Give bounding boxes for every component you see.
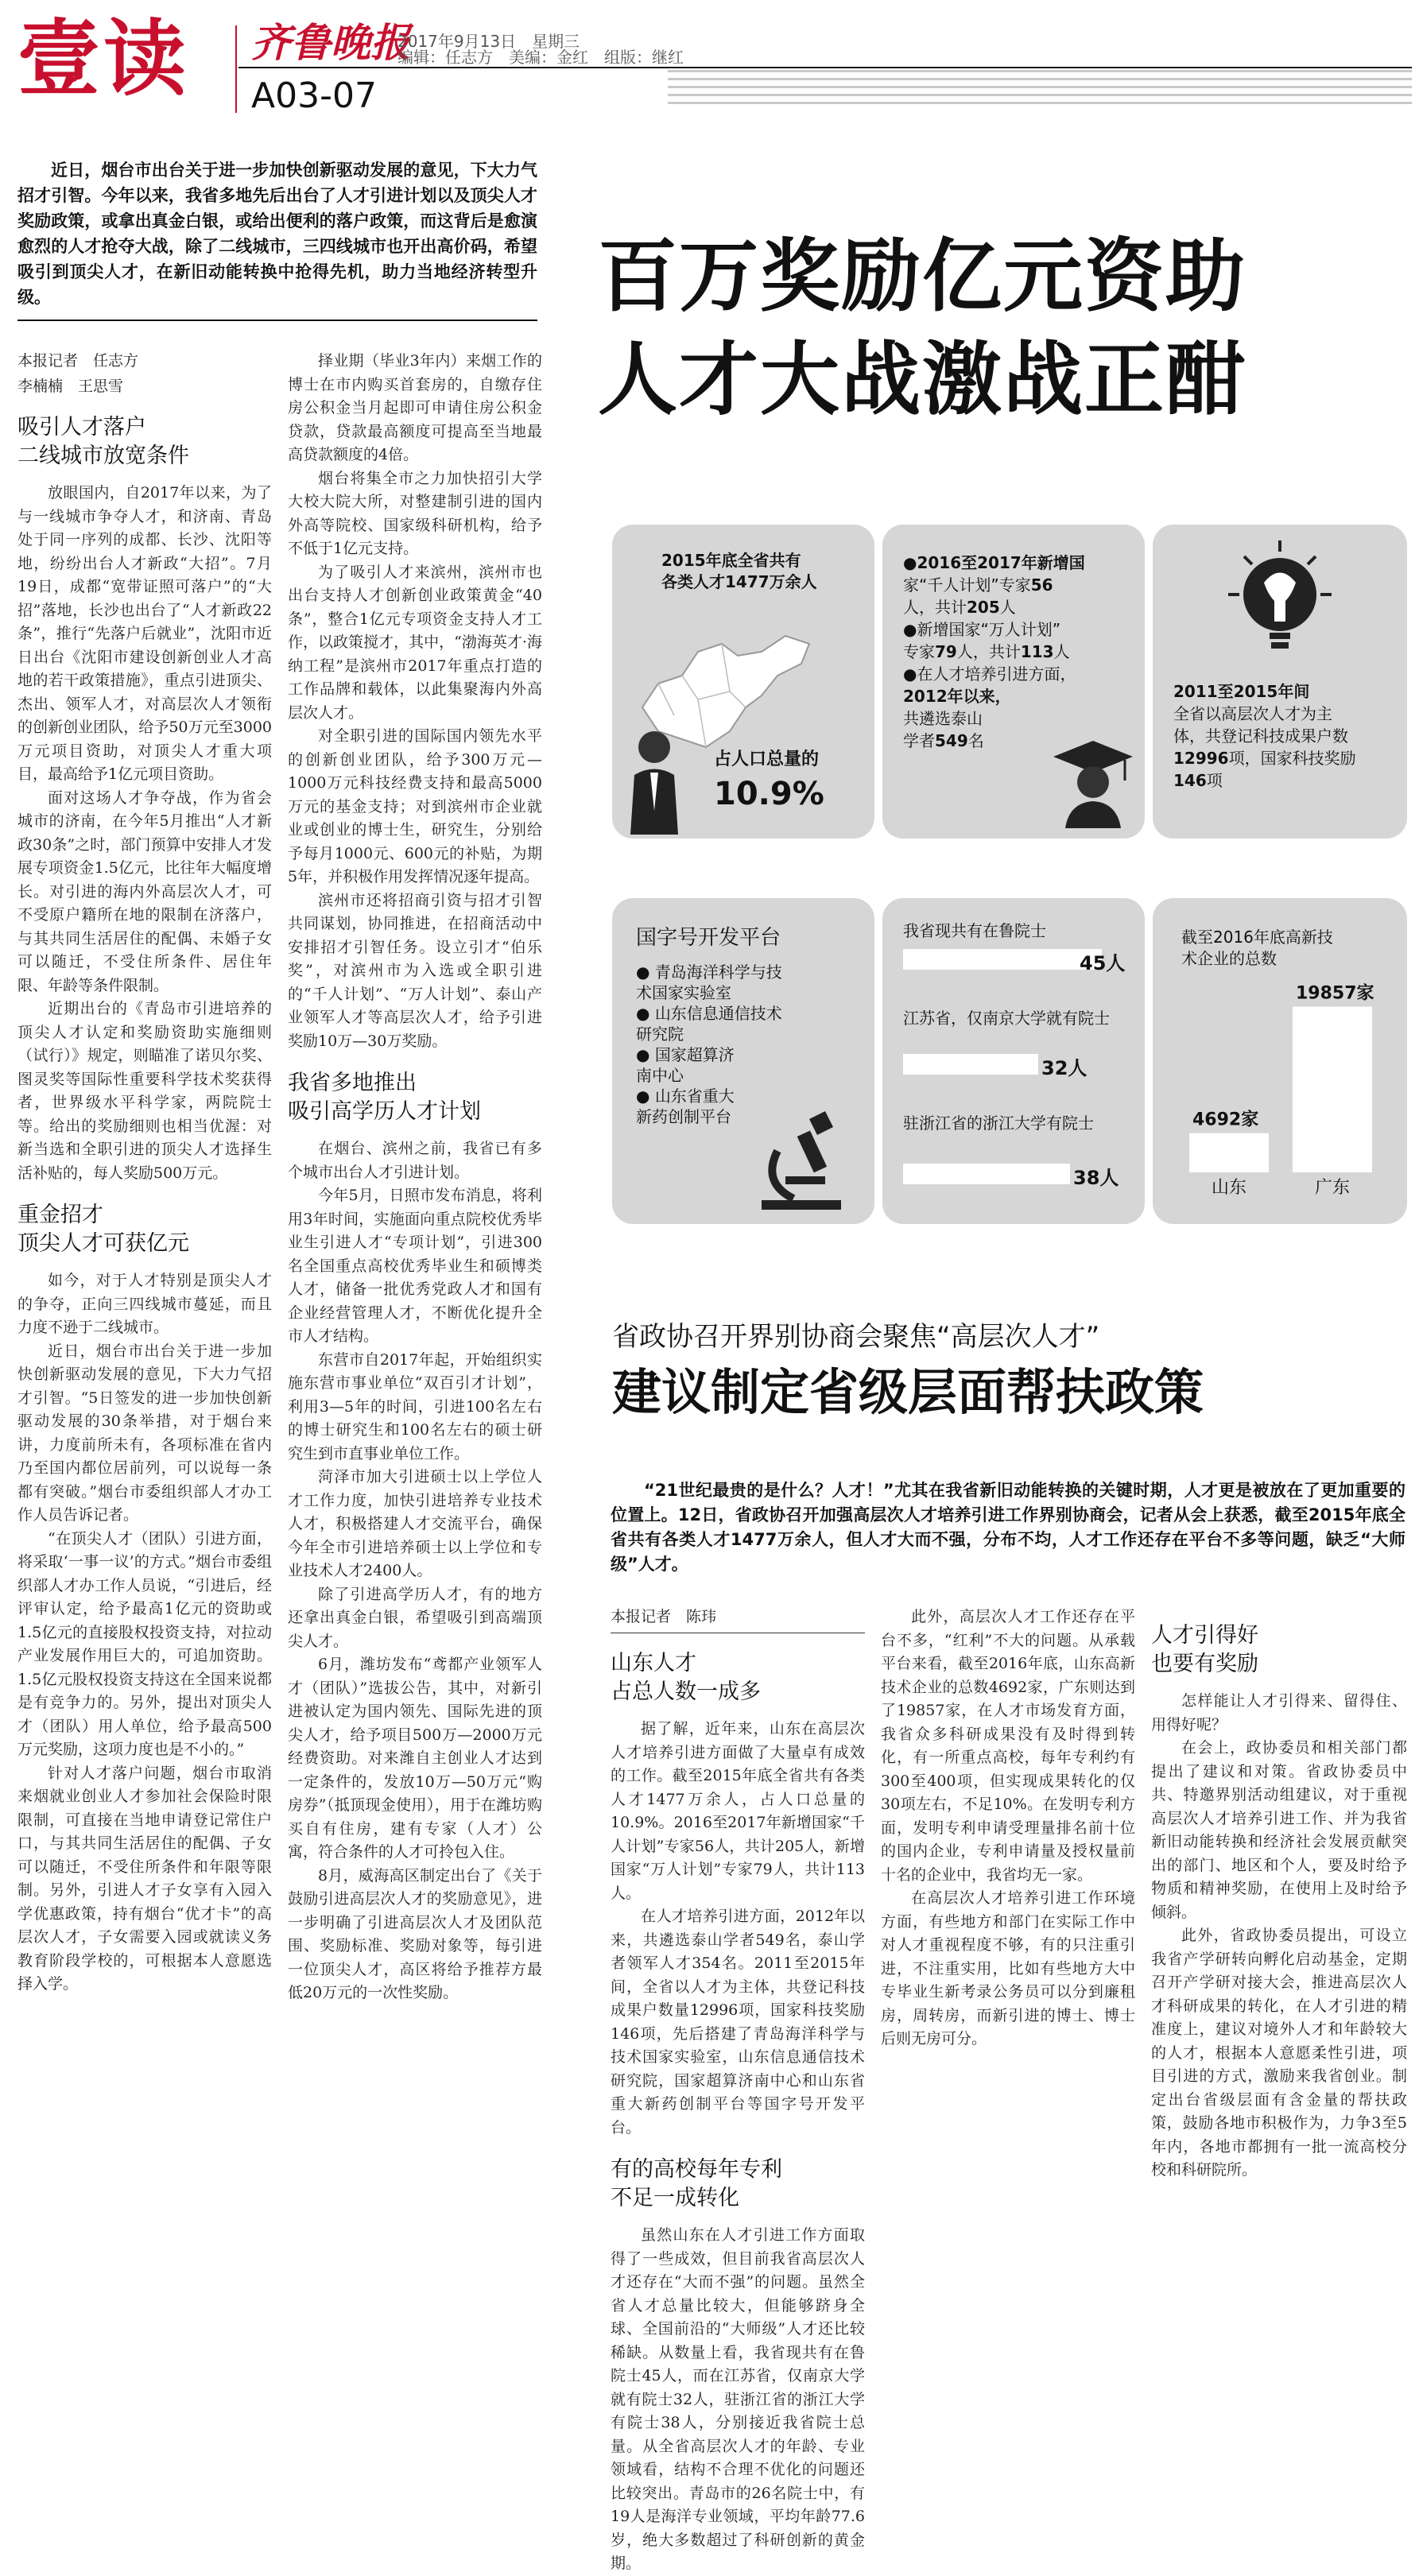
info-number: 56 (1030, 575, 1053, 595)
infographic-talent-total (612, 525, 874, 839)
info-number: 205 (967, 598, 1000, 617)
subhead (288, 1069, 542, 1126)
editor-credits (397, 45, 684, 68)
subhead-line2: 顶尖人才可获亿元 (17, 1231, 189, 1256)
paragraph: 8月，威海高区制定出台了《关于鼓励引进高层次人才的奖励意见》，进一步明确了引进高层次人才及团队范围、奖励标准、奖励对象等，每引进一位顶尖人才，高区将给予推荐方最低20万元的一次性奖励。 (288, 1866, 542, 2001)
hitech-bar (1293, 1007, 1372, 1172)
subhead (17, 413, 272, 471)
hitech-title-line1: 截至2016年底高新技 (1181, 928, 1333, 947)
platform-title: 国字号开发平台 (636, 926, 781, 950)
info-number: 79 (935, 642, 957, 661)
lead-rule (17, 320, 537, 321)
paragraph: 择业期（毕业3年内）来烟工作的博士在市内购买首套房的，自缴存住房公积金当月起即可申请住房公积金贷款，贷款最高额度可提高至当地最高贷款额度的4倍。 (288, 352, 542, 463)
paragraph: 菏泽市加大引进硕士以上学位人才工作力度，加快引进培养专业技术人才，积极搭建人才交流平台，确保今年全市引进培养硕士以上学位和专业技术人才2400人。 (288, 1468, 542, 1579)
info-line: 2015年底全省共有 (661, 551, 801, 570)
section-title: 壹读 (17, 10, 190, 107)
paragraph: 除了引进高学历人才，有的地方还拿出真金白银，希望吸引到高端顶尖人才。 (288, 1585, 542, 1650)
paragraph: 6月，潍坊发布“鸢都产业领军人才（团队）”选拔公告，其中，对新引进被认定为国内领先、国际先进的顶尖人才，给予项目500万—2000万元经费资助。对来潍自主创业人才达到一定条件的，发放10万—50万元“购房券”（抵顶现金使用），用于在潍坊购买自有住房，建有专家（人才）公寓，符合条件的人才可拎包入住。 (288, 1656, 542, 1861)
infographic-hitech-enterprises (1153, 898, 1407, 1224)
article-column-1 (17, 350, 272, 2420)
platform-item: ● 山东省重大新药创制平台 (636, 1087, 735, 1126)
paragraph: 此外，高层次人才工作还存在平台不多，“红利”不大的问题。从承载平台来看，截至2016年底，山东高新技术企业的总数4692家，广东则达到了19857家，在人才市场发育方面，我省众多科研成果没有及时得到转化，有一所重点高校，每年专利约有300至400项，但实现成果转化的仅30项左右，不足10%。在发明专利方面，发明专利申请受理量排名前十位的国内企业，专利申请量及授权量前十名的企业中，我省均无一家。 (881, 1608, 1135, 1884)
paragraph: 如今，对于人才特别是顶尖人才的争夺，正向三四线城市蔓延，而且力度不逊于二线城市。 (17, 1272, 272, 1336)
platform-list (636, 962, 795, 1127)
academician-bar (903, 949, 1102, 970)
subhead-line2: 也要有奖励 (1151, 1652, 1258, 1676)
hitech-title-line2: 术企业的总数 (1181, 949, 1277, 968)
infographic-achievements (1153, 525, 1407, 839)
info-number: 549 (935, 731, 968, 750)
info-line: 2011至2015年间 (1173, 682, 1310, 701)
hitech-value-label: 4692家 (1192, 1110, 1259, 1130)
scholar-figure-icon (618, 723, 690, 835)
paragraph: 对全职引进的国际国内领先水平的创新创业团队，给予300万元—1000万元科技经费支持和最高5000万元的基金支持；对到滨州市企业就业或创业的博士生，研究生，分别给予每月1000元、600元的补贴，为期5年，并积极作用发挥情况逐年提高。 (288, 727, 542, 885)
date-text: 2017年9月13日 (397, 32, 517, 51)
platform-item-text: 山东信息通信技术研究院 (636, 1004, 782, 1044)
info-number: 1477 (725, 572, 770, 591)
info-text (1173, 680, 1399, 792)
info-line: 各类人才 (661, 572, 725, 591)
main-headline-line2: 人才大战激战正酣 (598, 333, 1246, 426)
microscope-icon (746, 1103, 857, 1214)
paragraph: 东营市自2017年起，开始组织实施东营市事业单位“双百引才计划”，利用3—5年的时间，引进100名左右的博士研究生和100名左右的硕士研究生到市直事业单位工作。 (288, 1350, 542, 1462)
paragraph: 在人才培养引进方面，2012年以来，共遴选泰山学者549名，泰山学者领军人才354名。2011至2015年间，全省以人才为主体，共登记科技成果户数量12996项，国家科技奖励146项，先后搭建了青岛海洋科学与技术国家实验室，山东信息通信技术研究院，国家超算济南中心和山东省重大新药创制平台等国字号开发平台。 (611, 1908, 865, 2136)
paragraph: 针对人才落户问题，烟台市取消来烟就业创业人才参加社会保险时限限制，可直接在当地申请登记常住户口，与其共同生活居住的配偶、子女可以随迁，不受住所条件和年限等限制。另外，引进人才子女享有入园入学优惠政策，持有烟台“优才卡”的高层次人才，子女需要入园或就读义务教育阶段学校的，可根据本人意愿选择入学。 (17, 1764, 272, 1993)
info-unit: 万余人 (769, 572, 817, 591)
paragraph: 为了吸引人才来滨州，滨州市也出台支持人才创新创业政策黄金“40条”，整合1亿元专项资金支持人才工作，以政策搅才，其中，“渤海英才·海纳工程”是滨州市2017年重点打造的工作品牌和载体，以此集聚海内外高层次人才。 (288, 563, 542, 722)
paragraph: 虽然山东在人才引进工作方面取得了一些成效，但目前我省高层次人才还存在“大而不强”的问题。虽然全省人才总量比较大，但能够跻身全球、全国前沿的“大师级”人才还比较稀缺。从数量上看，我省现共有在鲁院士45人，而在江苏省，仅南京大学就有院士32人，驻浙江省的浙江大学有院士38人，分别接近我省院士总量。从全省高层次人才的年龄、专业领域看，结构不合理不优化的问题还比较突出。青岛市的26名院士中，有19人是海洋专业领域，平均年龄77.6岁，绝大多数超过了科研创新的黄金期。 (611, 2226, 865, 2572)
info-population-share-value: 10.9% (714, 776, 824, 812)
subhead-line2: 不足一成转化 (611, 2186, 739, 2210)
infographic-academicians (882, 898, 1145, 1224)
academician-label: 江苏省，仅南京大学就有院士 (903, 1009, 1110, 1028)
academician-bar (903, 1054, 1038, 1075)
paragraph: 近日，烟台市出台关于进一步加快创新驱动发展的意见，下大力气招才引智。“5日签发的进一步加快创新驱动发展的30条举措，对于烟台来讲，力度前所未有，各项标准在省内乃至国内都位居前列，可以说每一条都有突破。”烟台市委组织部人才办工作人员告诉记者。 (17, 1342, 272, 1524)
hitech-category-label: 山东 (1211, 1178, 1247, 1198)
platform-item: ● 山东信息通信技术研究院 (636, 1004, 782, 1044)
article2-byline: 本报记者 陈玮 (611, 1606, 865, 1633)
paragraph: 在烟台、滨州之前，我省已有多个城市出台人才引进计划。 (288, 1140, 542, 1181)
hitech-value-label: 19857家 (1296, 983, 1374, 1004)
subhead-line1: 我省多地推出 (288, 1071, 417, 1095)
editor-text: 编辑：任志方 (397, 48, 493, 67)
paragraph: 放眼国内，自2017年以来，为了与一线城市争夺人才，和济南、青岛处于同一序列的成都、长沙、沈阳等地，纷纷出台人才新政“大招”。7月19日，成都“宽带证照可落户”的“大招”落地，长沙也出台了“人才新政22条”，推行“先落户后就业”，沈阳市近日出台《沈阳市建设创新创业人才高地的若干政策措施》，重点引进顶尖、杰出、领军人才，对高层次人才领衔的创新创业团队，给予50万元至3000万元项目资助，对顶尖人才重大项目，最高给予1亿元项目资助。 (17, 484, 272, 783)
article2-column-1 (611, 1606, 865, 2572)
lightbulb-icon (1228, 539, 1332, 658)
lead-paragraph: 近日，烟台市出台关于进一步加快创新驱动发展的意见，下大力气招才引智。今年以来，我省多地先后出台了人才引进计划以及顶尖人才奖励政策，或拿出真金白银，或给出便利的落户政策，而这背后是愈演愈烈的人才抢夺大战，除了二线城市，三四线城市也开出高价码，希望吸引到顶尖人才，在新旧动能转换中抢得先机，助力当地经济转型升级。 (17, 161, 537, 307)
masthead-stripes (668, 70, 1412, 110)
info-line: 人，共计 (956, 642, 1021, 661)
academician-value: 45人 (1080, 952, 1126, 974)
paragraph: 在会上，政协委员和相关部门都提出了建议和对策。省政协委员中共、特邀界别活动组建议，对于重视高层次人才培养引进工作、并为我省新旧动能转换和经济社会发展贡献突出的部门、地区和个人，要及时给予物质和精神奖励，在使用上及时给予倾斜。 (1151, 1739, 1407, 1921)
page-range: A03-07 (251, 76, 377, 116)
article2-kicker: 省政协召开界别协商会聚焦“高层次人才” (612, 1321, 1100, 1353)
platform-item: ● 青岛海洋科学与技术国家实验室 (636, 963, 782, 1002)
paragraph: 烟台将集全市之力加快招引大学大校大院大所，对整建制引进的国内外高等院校、国家级科研机构，给予不低于1亿元支持。 (288, 469, 542, 557)
info-number: 12996 (1173, 749, 1229, 768)
paragraph: 此外，省政协委员提出，可设立我省产学研转向孵化启动基金，定期召开产学研对接大会，推进高层次人才科研成果的转化，在人才引进的精准度上，建议对境外人才和年龄较大的人才，根据本人意愿柔性引进，项目引进的方式，激励来我省创业。制定出台省级层面有含金量的帮扶政策，鼓励各地市积极作为，力争3至5年内，各地市都拥有一批一流高校分校和科研院所。 (1151, 1927, 1407, 2179)
info-line: 家“千人计划”专家 (903, 575, 1031, 595)
byline: 本报记者 任志方 (17, 352, 139, 370)
info-line: 全省以高层次人才为主 (1173, 704, 1332, 723)
info-number: 113 (1020, 642, 1054, 661)
subhead-line2: 占总人数一成多 (611, 1679, 761, 1704)
masthead-divider (235, 25, 237, 113)
subhead-line2: 二线城市放宽条件 (17, 444, 189, 468)
subhead-line1: 重金招才 (17, 1203, 103, 1227)
article2-column-2 (881, 1606, 1135, 2420)
subhead (611, 2156, 865, 2213)
paragraph: “在顶尖人才（团队）引进方面，将采取‘一事一议’的方式。”烟台市委组织部人才办工作人员说，“引进后，经评审认定，给予最高1亿元的资助或1.5亿元的直接股权投资支持，对拉动产业发展作用巨大的，可追加资助。1.5亿元股权投资支持这在全国来说都是有竞争力的。另外，提出对顶尖人才（团队）用人单位，给予最高500万元奖励，这项力度也是不小的。” (17, 1529, 272, 1758)
platform-item-text: 青岛海洋科学与技术国家实验室 (636, 963, 782, 1002)
subhead (1151, 1621, 1407, 1679)
subhead-line1: 山东人才 (611, 1651, 696, 1675)
article2-title: 建议制定省级层面帮扶政策 (612, 1363, 1204, 1421)
layout-editor-text: 组版：继红 (604, 48, 684, 67)
main-headline-line1: 百万奖励亿元资助 (598, 230, 1246, 323)
info-line: 人 (1053, 642, 1070, 661)
art-editor-text: 美编：金红 (509, 48, 588, 67)
paragraph: 近期出台的《青岛市引进培养的顶尖人才认定和奖励资助实施细则（试行）》规定，则瞄准了诺贝尔奖、图灵奖等国际性重要科学技术奖获得者，世界级水平科学家，两院院士等。给出的奖励细则也相当优渥：对新当选和全职引进的顶尖人才选择生活补贴的，每人奖励500万元。 (17, 1000, 272, 1182)
article2-lead: “21世纪最贵的是什么？人才！”尤其在我省新旧动能转换的关键时期，人才更是被放在了更加重要的位置上。12日，省政协召开加强高层次人才培养引进工作界别协商会，记者从会上获悉，截至2015年底全省共有各类人才1477万余人，但人才大而不强，分布不均，人才工作还存在平台不多等问题，缺乏“大师级”人才。 (611, 1481, 1405, 1574)
hitech-category-label: 广东 (1314, 1178, 1351, 1198)
paragraph: 怎样能让人才引得来、留得住、用得好呢？ (1151, 1692, 1407, 1733)
info-line: 体，共登记科技成果户数 (1173, 726, 1348, 746)
info-line: ●在人才培养引进方面， (903, 664, 1076, 684)
paragraph: 据了解，近年来，山东在高层次人才培养引进方面做了大量卓有成效的工作。截至2015年底全省共有各类人才1477万余人，占人口总量的10.9%。2016至2017年新增国家“千人计划”专家56人，共计205人，新增国家“万人计划”专家79人，共计113人。 (611, 1720, 865, 1902)
paragraph: 面对这场人才争夺战，作为省会城市的济南，在今年5月推出“人才新政30条”之时，部门预算中安排人才发展专项资金1.5亿元，比往年大幅度增长。对引进的海内外高层次人才，可不受原户籍所在地的限制在济落户，与其共同生活居住的配偶、未婚子女可以随迁，不受住所条件、居住年限、年龄等条件限制。 (17, 788, 272, 994)
subhead (611, 1649, 865, 1706)
subhead-line2: 吸引高学历人才计划 (288, 1099, 481, 1124)
graduate-icon (1049, 733, 1137, 828)
info-line: 人 (999, 598, 1016, 617)
paragraph: 在高层次人才培养引进工作环境方面，有些地方和部门在实际工作中对人才重视程度不够，有的只注重引进，不注重实用，比如有些地方大中专毕业生新考录公务员可以分到廉租房，周转房，而新引进的博士、博士后则无房可分。 (881, 1889, 1135, 2047)
info-text (903, 552, 1134, 752)
academician-label: 驻浙江省的浙江大学有院士 (903, 1114, 1094, 1133)
academician-bar (903, 1164, 1070, 1184)
info-number: 146 (1173, 771, 1207, 790)
byline-coauthors: 李楠楠 王思雪 (17, 378, 124, 395)
subhead (17, 1201, 272, 1258)
academician-value: 32人 (1041, 1057, 1088, 1079)
info-line: 项，国家科技奖励 (1228, 749, 1356, 768)
info-text (661, 550, 868, 593)
subhead-line1: 人才引得好 (1151, 1623, 1258, 1648)
article2-column-3 (1151, 1606, 1407, 2420)
paragraph: 今年5月，日照市发布消息，将利用3年时间，实施面向重点院校优秀毕业生引进人才“专项计划”，引进300名全国重点高校优秀毕业生和硕博类人才，储备一批优秀党政人才和国有企业经营管理人才，不断优化提升全市人才结构。 (288, 1187, 542, 1345)
subhead-line1: 吸引人才落户 (17, 415, 146, 440)
info-line: 2012年以来， (903, 687, 1011, 706)
info-line: ●2016至2017年新增国 (903, 553, 1085, 572)
academician-label: 我省现共有在鲁院士 (903, 921, 1046, 940)
article-column-2 (288, 350, 542, 2420)
weekday-text: 星期三 (532, 32, 580, 51)
hitech-bar-chart (1153, 898, 1407, 1224)
info-line: 项 (1206, 771, 1223, 790)
info-line: 共遴选泰山 (903, 709, 983, 728)
info-line: 人，共计 (903, 598, 967, 617)
infographic-platforms (612, 898, 874, 1224)
platform-item: ● 国家超算济南中心 (636, 1045, 735, 1085)
subhead-line1: 有的高校每年专利 (611, 2157, 782, 2182)
info-line: 学者 (903, 731, 935, 750)
platform-item-text: 国家超算济南中心 (636, 1045, 735, 1085)
info-line: 专家 (903, 642, 935, 661)
newspaper-logo: 齐鲁晚报 (251, 19, 410, 66)
academician-value: 38人 (1073, 1167, 1119, 1189)
info-population-share-label: 占人口总量的 (714, 750, 820, 769)
info-line: 名 (967, 731, 984, 750)
platform-item-text: 山东省重大新药创制平台 (636, 1087, 735, 1126)
hitech-bar (1189, 1133, 1269, 1172)
info-line: ●新增国家“万人计划” (903, 620, 1061, 639)
infographic-experts (882, 525, 1145, 839)
paragraph: 滨州市还将招商引资与招才引智共同谋划，协同推进，在招商活动中安排招才引智任务。设立引才“伯乐奖”，对滨州市为入选或全职引进的“千人计划”、“万人计划”、泰山产业领军人才等高层次人才，给予引进奖励10万—30万奖励。 (288, 891, 542, 1050)
